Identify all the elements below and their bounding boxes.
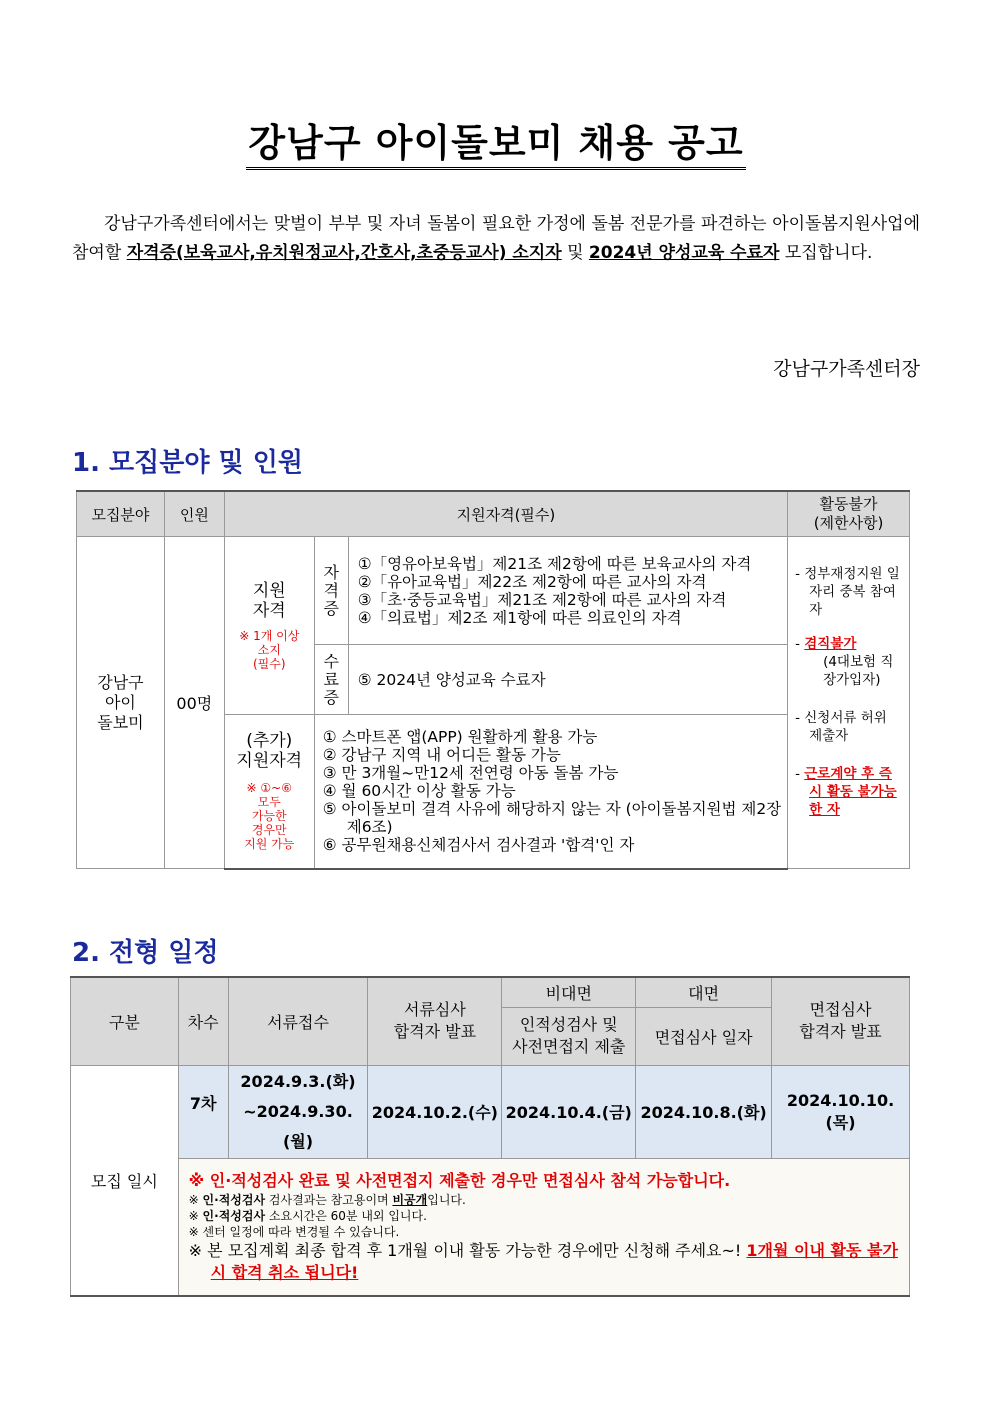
schedule-interview-date: 2024.10.8.(화) — [636, 1065, 772, 1158]
restriction-4: 근로계약 후 즉시 활동 불가능한 자 — [804, 766, 897, 818]
header-qualification: 지원자격(필수) — [224, 491, 787, 537]
header-type: 구분 — [71, 977, 179, 1065]
section1-heading: 1. 모집분야 및 인원 — [72, 448, 303, 478]
certificate-item: ②「유아교육법」제22조 제2항에 따른 교사의 자격 — [357, 572, 707, 591]
header-restrictions: 활동불가 (제한사항) — [788, 491, 910, 537]
note-3: ※ 인·적성검사 소요시간은 60분 내외 입니다. — [188, 1208, 427, 1223]
note-1: ※ 인·적성검사 완료 및 사전면접지 제출한 경우만 면접심사 참석 가능합니다. — [188, 1170, 731, 1190]
schedule-docs-period: 2024.9.3.(화) ~2024.9.30.(월) — [228, 1065, 368, 1158]
header-doc-result: 서류심사 합격자 발표 — [368, 977, 502, 1065]
restriction-2: 겸직불가 — [804, 636, 857, 652]
extra-item: ⑥ 공무원채용신체검사서 검사결과 '합격'인 자 — [322, 836, 635, 855]
qualification-note: ※ 1개 이상 소지 (필수) — [239, 628, 300, 671]
schedule-row-label: 모집 일시 — [71, 1065, 179, 1296]
certificate-item: ①「영유아보육법」제21조 제2항에 따른 보육교사의 자격 — [357, 554, 752, 573]
restriction-1: 정부재정지원 일자리 중복 참여자 — [804, 566, 900, 618]
extra-items — [314, 715, 787, 869]
restriction-2-sub: (4대보험 직장가입자) — [823, 654, 894, 688]
extra-item: ④ 월 60시간 이상 활동 가능 — [322, 782, 516, 801]
extra-label: (추가) 지원자격 — [236, 731, 303, 772]
intro-paragraph: 강남구가족센터에서는 맞벌이 부부 및 자녀 돌봄이 필요한 가정에 돌봄 전문가를 파견하는 아이돌봄지원사업에 참여할 자격증(보육교사,유치원정교사,간호사,초중등교사) 소지자 및 2024년 양성교육 수료자 모집합니다. — [72, 214, 920, 263]
header-round: 차수 — [178, 977, 228, 1065]
qualification-label: 지원 자격 — [252, 580, 286, 621]
schedule-interview-result-date: 2024.10.10.(목) — [772, 1065, 910, 1158]
completion-label: 수 료 증 — [314, 645, 348, 715]
schedule-aptitude-date: 2024.10.4.(금) — [502, 1065, 636, 1158]
intro-underline-certificates: 자격증(보육교사,유치원정교사,간호사,초중등교사) 소지자 — [126, 243, 562, 263]
extra-item: ② 강남구 지역 내 어디든 활동 가능 — [322, 746, 561, 765]
header-interview-result: 면접심사 합격자 발표 — [772, 977, 910, 1065]
header-count: 인원 — [164, 491, 224, 537]
schedule-round: 7차 — [178, 1065, 228, 1158]
completion-item: ⑤ 2024년 양성교육 수료자 — [357, 670, 546, 689]
extra-item: ③ 만 3개월~만12세 전연령 아동 돌봄 가능 — [322, 764, 619, 783]
note-2: ※ 인·적성검사 검사결과는 참고용이며 비공개입니다. — [188, 1192, 466, 1207]
recruitment-table — [76, 490, 910, 870]
restriction-3: 신청서류 허위 제출자 — [804, 710, 887, 744]
note-5: ※ 본 모집계획 최종 합격 후 1개월 이내 활동 가능한 경우에만 신청해 주세요~! 1개월 이내 활동 불가 시 합격 취소 됩니다! — [188, 1240, 898, 1282]
header-aptitude: 인적성검사 및 사전면접지 제출 — [502, 1007, 636, 1065]
field-name: 강남구 아이 돌보미 — [77, 537, 165, 869]
page-title: 강남구 아이돌보미 채용 공고 — [0, 112, 992, 167]
certificate-item: ③「초·중등교육법」제21조 제2항에 따른 교사의 자격 — [357, 590, 727, 609]
extra-note: ※ ①~⑥ 모두 가능한 경우만 지원 가능 — [244, 781, 295, 852]
section2-heading: 2. 전형 일정 — [72, 938, 219, 968]
schedule-table — [70, 976, 910, 1297]
header-face: 대면 — [636, 977, 772, 1007]
note-4: ※ 센터 일정에 따라 변경될 수 있습니다. — [188, 1224, 400, 1239]
header-docs: 서류접수 — [228, 977, 368, 1065]
header-field: 모집분야 — [77, 491, 165, 537]
schedule-doc-result-date: 2024.10.2.(수) — [368, 1065, 502, 1158]
extra-item: ① 스마트폰 앱(APP) 원활하게 활용 가능 — [322, 728, 598, 747]
qualification-label-cell — [224, 537, 314, 715]
certificate-item: ④「의료법」제2조 제1항에 따른 의료인의 자격 — [357, 608, 682, 627]
certificate-items — [348, 537, 787, 645]
schedule-notes — [178, 1158, 909, 1296]
extra-item: ⑤ 아이돌보미 결격 사유에 해당하지 않는 자 (아이돌봄지원법 제2장 제6조) — [322, 800, 782, 837]
completion-item-cell — [348, 645, 787, 715]
intro-underline-training: 2024년 양성교육 수료자 — [588, 243, 780, 263]
certificate-label: 자 격 증 — [314, 537, 348, 645]
restrictions-cell: - 정부재정지원 일자리 중복 참여자 - 겸직불가 (4대보험 직장가입자) - 신청서류 허위 제출자 - 근로계약 후 즉시 활동 불가능한 자 — [788, 537, 910, 869]
signer: 강남구가족센터장 — [773, 358, 920, 380]
headcount: 00명 — [164, 537, 224, 869]
header-interview-date: 면접심사 일자 — [636, 1007, 772, 1065]
header-nonface: 비대면 — [502, 977, 636, 1007]
